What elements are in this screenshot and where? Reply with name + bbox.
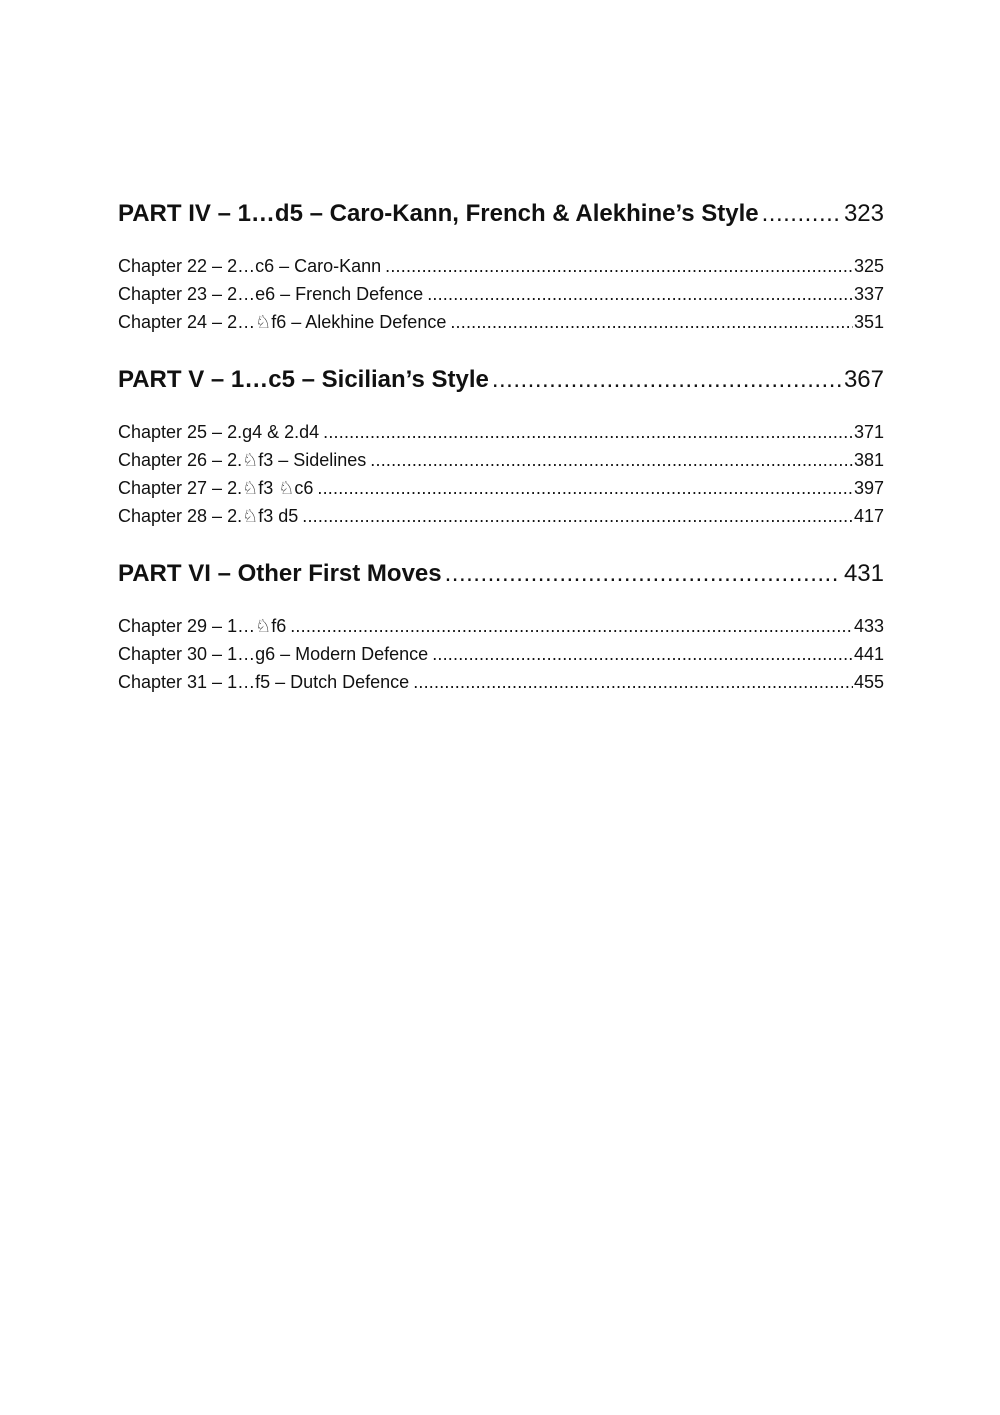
chapter-page-number: 441 xyxy=(853,644,884,664)
dot-leader xyxy=(370,446,853,474)
chapter-page-number: 351 xyxy=(853,312,884,332)
chapter-title: Chapter 28 – 2.♘f3 d5 xyxy=(118,506,299,526)
chapter-entry xyxy=(118,502,884,530)
part-title: PART VI – Other First Moves xyxy=(118,560,442,587)
dot-leader xyxy=(445,556,841,592)
dot-leader xyxy=(290,612,853,640)
chapter-list xyxy=(118,418,884,530)
part-heading xyxy=(118,362,884,398)
dot-leader xyxy=(427,280,853,308)
chapter-page-number: 397 xyxy=(853,478,884,498)
chapter-entry xyxy=(118,474,884,502)
chapter-entry xyxy=(118,640,884,668)
dot-leader xyxy=(492,362,841,398)
chapter-list xyxy=(118,252,884,336)
part-section xyxy=(118,196,884,336)
part-page-number: 323 xyxy=(843,200,884,227)
dot-leader xyxy=(317,474,853,502)
chapter-title: Chapter 30 – 1…g6 – Modern Defence xyxy=(118,644,429,664)
chapter-page-number: 381 xyxy=(853,450,884,470)
chapter-title: Chapter 31 – 1…f5 – Dutch Defence xyxy=(118,672,410,692)
dot-leader xyxy=(323,418,853,446)
part-section xyxy=(118,556,884,696)
chapter-entry xyxy=(118,446,884,474)
part-title: PART V – 1…c5 – Sicilian’s Style xyxy=(118,366,489,393)
dot-leader xyxy=(450,308,853,336)
chapter-title: Chapter 26 – 2.♘f3 – Sidelines xyxy=(118,450,367,470)
chapter-page-number: 371 xyxy=(853,422,884,442)
chapter-title: Chapter 23 – 2…e6 – French Defence xyxy=(118,284,424,304)
chapter-page-number: 417 xyxy=(853,506,884,526)
part-page-number: 367 xyxy=(843,366,884,393)
chapter-title: Chapter 25 – 2.g4 & 2.d4 xyxy=(118,422,320,442)
dot-leader xyxy=(413,668,853,696)
chapter-page-number: 325 xyxy=(853,256,884,276)
dot-leader xyxy=(385,252,853,280)
chapter-title: Chapter 27 – 2.♘f3 ♘c6 xyxy=(118,478,314,498)
table-of-contents xyxy=(118,196,884,722)
chapter-page-number: 337 xyxy=(853,284,884,304)
chapter-entry xyxy=(118,418,884,446)
dot-leader xyxy=(762,196,841,232)
chapter-page-number: 455 xyxy=(853,672,884,692)
chapter-title: Chapter 29 – 1…♘f6 xyxy=(118,616,287,636)
chapter-title: Chapter 22 – 2…c6 – Caro-Kann xyxy=(118,256,382,276)
part-heading xyxy=(118,196,884,232)
part-heading xyxy=(118,556,884,592)
chapter-title: Chapter 24 – 2…♘f6 – Alekhine Defence xyxy=(118,312,447,332)
chapter-page-number: 433 xyxy=(853,616,884,636)
chapter-entry xyxy=(118,252,884,280)
part-section xyxy=(118,362,884,530)
chapter-entry xyxy=(118,612,884,640)
part-page-number: 431 xyxy=(843,560,884,587)
dot-leader xyxy=(432,640,853,668)
chapter-entry xyxy=(118,280,884,308)
chapter-entry xyxy=(118,668,884,696)
part-title: PART IV – 1…d5 – Caro-Kann, French & Alekhine’s Style xyxy=(118,200,759,227)
chapter-entry xyxy=(118,308,884,336)
chapter-list xyxy=(118,612,884,696)
dot-leader xyxy=(302,502,853,530)
